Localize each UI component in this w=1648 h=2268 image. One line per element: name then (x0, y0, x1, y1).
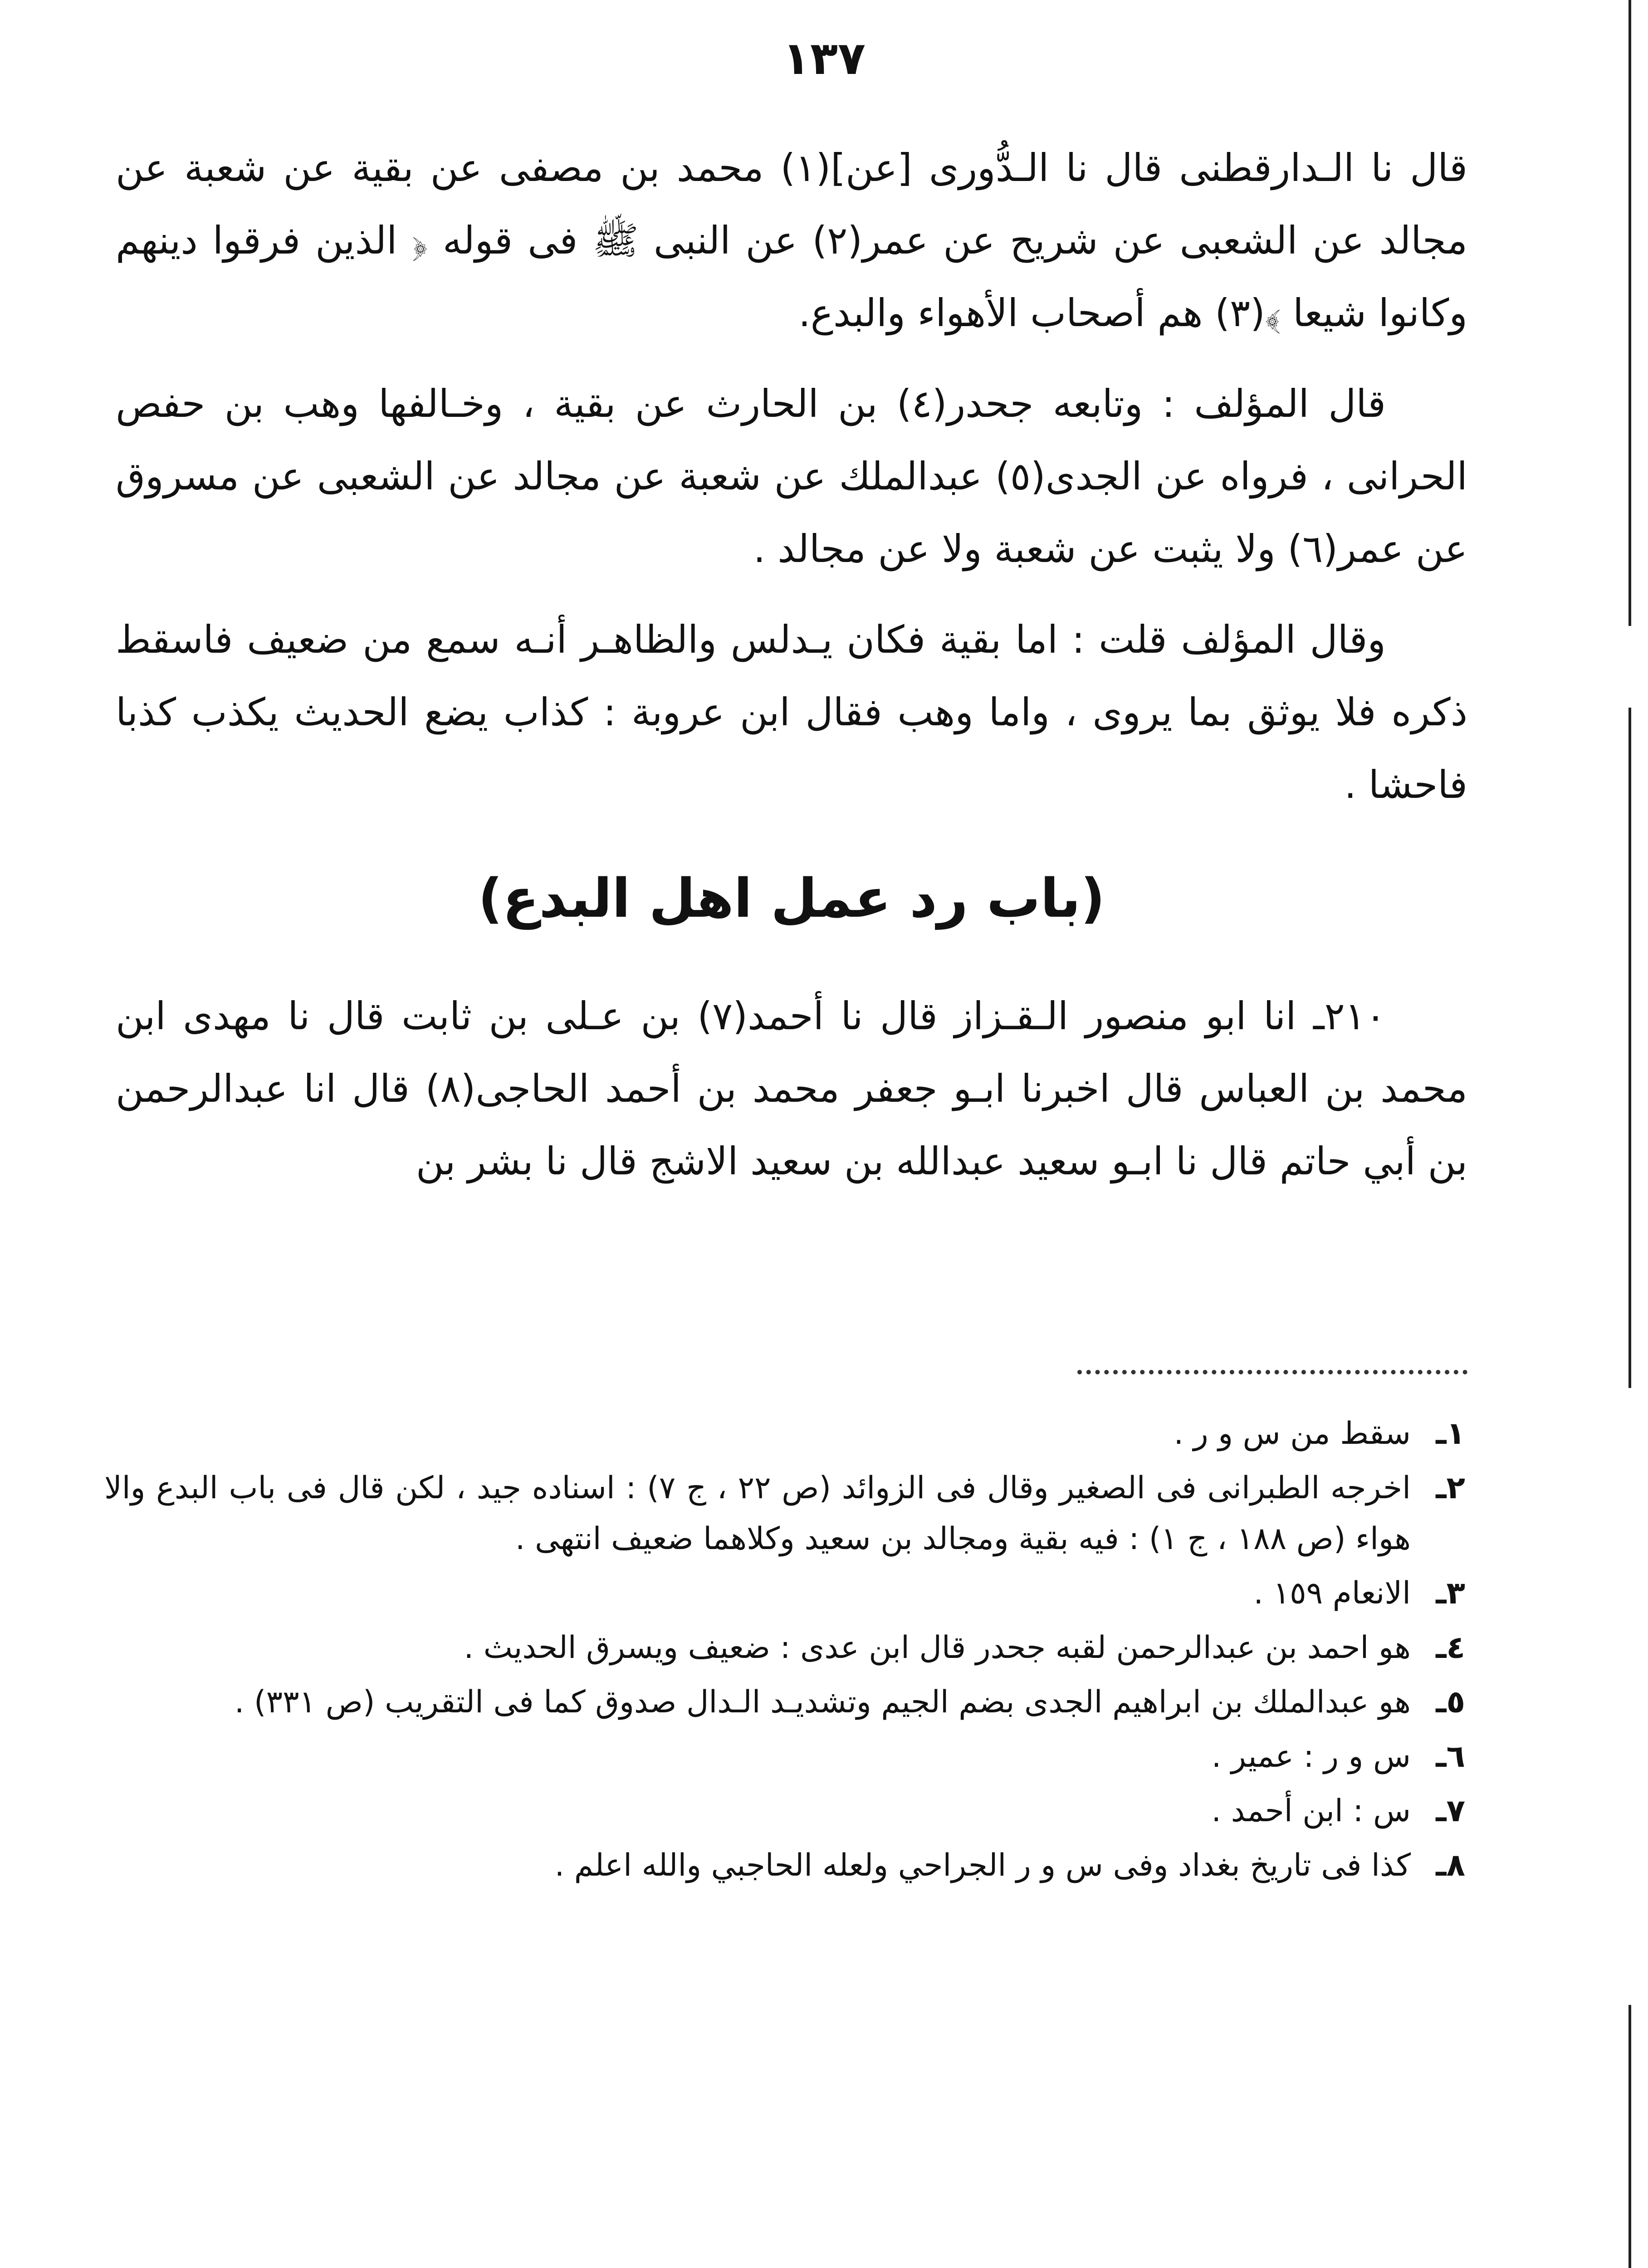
footnote-item (104, 1840, 1465, 1891)
footnote-text: س : ابن أحمد . (1211, 1793, 1411, 1829)
page-number: ١٣٧ (782, 32, 866, 85)
footnote-item (104, 1408, 1465, 1459)
footnote-text: اخرجه الطبرانى فى الصغير وقال فى الزوائد (ص ٢٢ ، ج ٧) : اسناده جيد ، لكن قال فى باب البدع والا هواء (ص ١٨٨ ، ج ١) : فيه بقية ومجالد بن سعيد وكلاهما ضعيف انتهى . (104, 1470, 1411, 1557)
footnote-text: هو احمد بن عبدالرحمن لقبه جحدر قال ابن عدى : ضعيف ويسرق الحديث . (464, 1630, 1411, 1666)
footnote-item (104, 1786, 1465, 1837)
hadith-paragraph: ٢١٠ـ انا ابو منصور الـقـزاز قال نا أحمد(٧) بن عـلى بن ثابت قال نا مهدى ابن محمد بن العباس قال اخبرنا ابـو جعفر محمد بن أحمد الحاجى(٨) قال انا عبدالرحمن بن أبي حاتم قال نا ابـو سعيد عبدالله بن سعيد الاشج قال نا بشر بن (116, 994, 1467, 1183)
page-edge-line (1628, 0, 1631, 626)
footnote-item (104, 1677, 1465, 1728)
footnote-item (104, 1568, 1465, 1619)
footnote-number: ٢ـ (1436, 1470, 1465, 1506)
footnote-number: ٣ـ (1436, 1575, 1465, 1611)
chapter-heading: (باب رد عمل اهل البدع) (478, 867, 1105, 929)
footnote-number: ٤ـ (1436, 1630, 1465, 1666)
footnote-number: ١ـ (1436, 1416, 1465, 1452)
footnote-text: هو عبدالملك بن ابراهيم الجدى بضم الجيم وتشديـد الـدال صدوق كما فى التقريب (ص ٣٣١) . (234, 1684, 1411, 1720)
footnote-separator (1077, 1370, 1467, 1374)
footnotes (104, 1408, 1465, 1895)
paragraph-1: قال نا الـدارقطنى قال نا الـدُّورى [عن](١) محمد بن مصفى عن بقية عن شعبة عن مجالد عن الشعبى عن شريح عن عمر(٢) عن النبى ﷺ فى قوله ﴿ الذين فرقوا دينهم وكانوا شيعا ﴾(٣) هم أصحاب الأهواء والبدع. (116, 146, 1468, 335)
footnote-item (104, 1463, 1465, 1564)
footnote-number: ٦ـ (1436, 1739, 1465, 1774)
footnote-text: كذا فى تاريخ بغداد وفى س و ر الجراحي ولعله الحاجبي والله اعلم . (554, 1848, 1411, 1883)
footnote-item (104, 1623, 1465, 1673)
footnote-text: سقط من س و ر . (1174, 1416, 1411, 1452)
footnote-number: ٧ـ (1436, 1793, 1465, 1829)
footnote-item (104, 1731, 1465, 1782)
footnote-text: الانعام ١٥٩ . (1253, 1575, 1411, 1611)
page-edge-line (1628, 708, 1631, 1388)
paragraph-2: قال المؤلف : وتابعه جحدر(٤) بن الحارث عن بقية ، وخـالفها وهب بن حفص الحرانى ، فرواه عن الجدى(٥) عبدالملك عن شعبة عن مجالد عن الشعبى عن مسروق عن عمر(٦) ولا يثبت عن شعبة ولا عن مجالد . (116, 381, 1467, 571)
paragraph-3: وقال المؤلف قلت : اما بقية فكان يـدلس والظاهـر أنـه سمع من ضعيف فاسقط ذكره فلا يوثق بما يروى ، واما وهب فقال ابن عروبة : كذاب يضع الحديث يكذب كذبا فاحشا . (116, 617, 1467, 807)
footnote-text: س و ر : عمير . (1211, 1739, 1411, 1774)
page-edge-line (1628, 2005, 1631, 2268)
main-text (116, 132, 1467, 1198)
footnote-number: ٥ـ (1436, 1684, 1465, 1720)
footnote-number: ٨ـ (1436, 1848, 1465, 1883)
